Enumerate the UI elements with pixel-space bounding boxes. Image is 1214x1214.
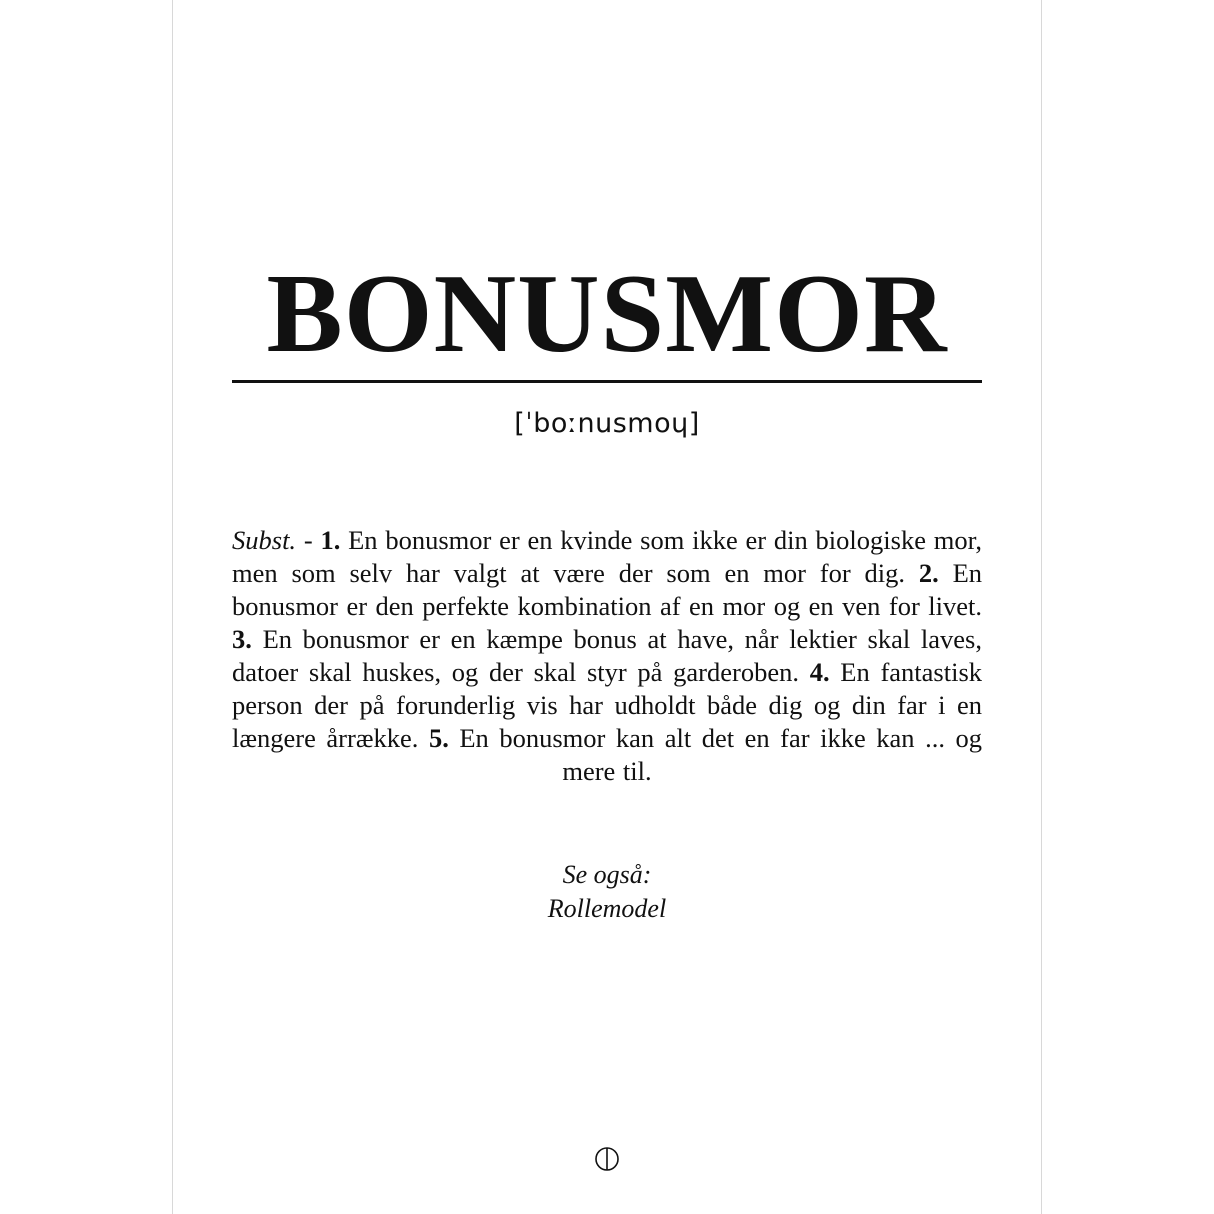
see-also-label: Se også: (562, 860, 652, 889)
definition-number-4: 4. (809, 657, 830, 687)
definition-text-4: En fantastisk person der på forunderlig vis har udholdt både dig og din far i en længere årrække. (232, 657, 983, 753)
definition-number-5: 5. (428, 723, 449, 753)
see-also-block (232, 858, 982, 926)
definition-text-1: En bonusmor er en kvinde som ikke er din biologiske mor, men som selv har valgt at være der som en mor for dig. (232, 525, 982, 588)
part-of-speech: Subst. (232, 525, 297, 555)
definition-number-3: 3. (232, 624, 252, 654)
headline-divider (232, 380, 982, 383)
see-also-value: Rollemodel (547, 894, 667, 923)
headline-block (232, 252, 982, 383)
definition-number-2: 2. (918, 558, 939, 588)
definition-number-1: 1. (320, 525, 341, 555)
phonetic-transcription: [ˈboːnusmoɥ] (514, 408, 700, 439)
definition-text-2: En bonusmor er den perfekte kombination af en mor og en ven for livet. (232, 558, 983, 621)
definition-body (232, 524, 982, 788)
definition-text-5: En bonusmor kan alt det en far ikke kan ... og mere til. (459, 723, 983, 786)
page-title: BONUSMOR (266, 252, 948, 376)
pos-separator: - (296, 525, 321, 555)
circle-line-logo-icon (594, 1146, 620, 1172)
poster-content (232, 0, 982, 1214)
poster-sheet (172, 0, 1042, 1214)
definition-text-3: En bonusmor er en kæmpe bonus at have, når lektier skal laves, datoer skal huskes, og der skal styr på garderoben. (232, 624, 982, 687)
